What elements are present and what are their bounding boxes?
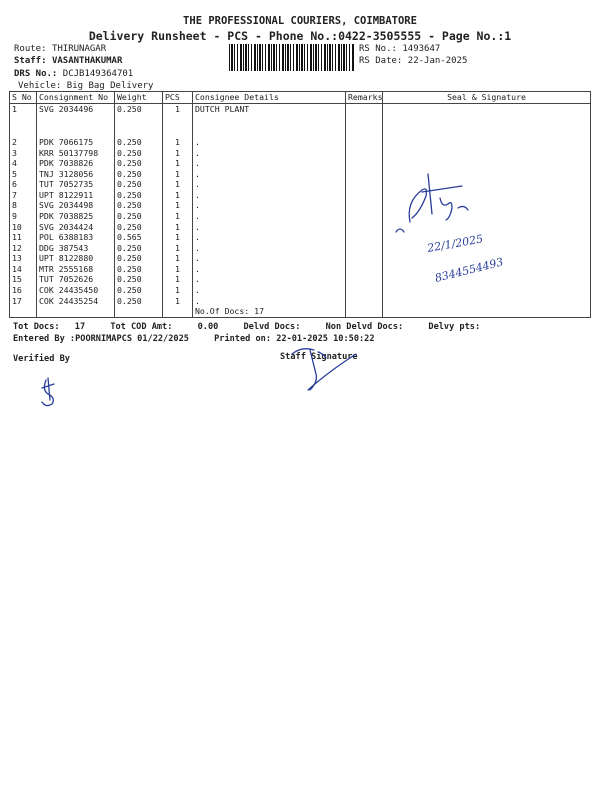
row-pcs: 1 (163, 222, 193, 233)
row-weight: 0.250 (115, 274, 163, 285)
row-sno: 1 (10, 104, 37, 115)
row-remarks (346, 253, 383, 264)
row-remarks (346, 179, 383, 190)
row-consignee: . (193, 243, 346, 254)
row-pcs: 1 (163, 211, 193, 222)
row-seal (383, 104, 591, 115)
row-consignment-no: PDK 7038825 (37, 211, 115, 222)
row-sno: 3 (10, 148, 37, 159)
rs-date-value: 22-Jan-2025 (407, 56, 468, 66)
row-sno: 15 (10, 274, 37, 285)
row-pcs: 1 (163, 169, 193, 180)
row-remarks (346, 285, 383, 296)
row-sno: 8 (10, 200, 37, 211)
row-consignee: . (193, 274, 346, 285)
row-weight: 0.250 (115, 200, 163, 211)
row-pcs: 1 (163, 264, 193, 275)
handwritten-phone: 8344554493 (433, 255, 505, 285)
row-sno: 9 (10, 211, 37, 222)
row-remarks (346, 169, 383, 180)
row-weight: 0.250 (115, 243, 163, 254)
handwritten-date: 22/1/2025 (426, 232, 485, 255)
row-weight: 0.250 (115, 211, 163, 222)
row-consignee: . (193, 169, 346, 180)
header-sno: S No (10, 92, 37, 104)
row-weight: 0.250 (115, 179, 163, 190)
header-remarks: Remarks (346, 92, 383, 104)
vehicle-line: Vehicle: Big Bag Delivery (18, 81, 154, 91)
row-consignee: . (193, 190, 346, 201)
row-remarks (346, 243, 383, 254)
row-sno: 5 (10, 169, 37, 180)
row-sno: 4 (10, 158, 37, 169)
row-remarks (346, 264, 383, 275)
drs-line: DRS No.: DCJB149364701 (14, 69, 134, 79)
verified-by-label: Verified By (13, 354, 70, 364)
row-consignment-no: KRR 50137798 (37, 148, 115, 159)
row-weight: 0.250 (115, 104, 163, 115)
row-consignee: . (193, 222, 346, 233)
row-consignment-no: POL 6388183 (37, 232, 115, 243)
row-pcs: 1 (163, 104, 193, 115)
row-consignment-no: UPT 8122911 (37, 190, 115, 201)
row-consignment-no: COK 24435450 (37, 285, 115, 296)
row-weight: 0.250 (115, 222, 163, 233)
row-weight: 0.250 (115, 264, 163, 275)
table-row (10, 137, 591, 148)
table-header-row (10, 92, 591, 104)
drs-value: DCJB149364701 (62, 69, 134, 79)
row-weight: 0.250 (115, 296, 163, 307)
row-remarks (346, 137, 383, 148)
barcode-image (229, 44, 355, 71)
row-consignee: . (193, 296, 346, 307)
docs-count-row (10, 306, 591, 317)
row-remarks (346, 211, 383, 222)
row-consignment-no: UPT 8122880 (37, 253, 115, 264)
company-title: THE PROFESSIONAL COURIERS, COIMBATORE (183, 15, 417, 27)
tot-cod-value: 0.00 (197, 322, 219, 332)
row-pcs: 1 (163, 285, 193, 296)
printed-on-value: 22-01-2025 10:50:22 (276, 334, 375, 344)
row-consignee: . (193, 200, 346, 211)
row-pcs: 1 (163, 253, 193, 264)
row-consignment-no: TUT 7052626 (37, 274, 115, 285)
row-spacer (10, 115, 591, 137)
row-seal (383, 158, 591, 169)
verified-signature (36, 376, 66, 408)
header-seal: Seal & Signature (383, 92, 591, 104)
row-consignee: DUTCH PLANT (193, 104, 346, 115)
staff-value: VASANTHAKUMAR (51, 56, 123, 66)
row-consignment-no: PDK 7038826 (37, 158, 115, 169)
route-value: THIRUNAGAR (51, 44, 107, 54)
row-pcs: 1 (163, 137, 193, 148)
row-sno: 11 (10, 232, 37, 243)
row-sno: 13 (10, 253, 37, 264)
header-consignment: Consignment No (37, 92, 115, 104)
entered-by-line: Entered By :POORNIMAPCS 01/22/2025 Printed on: 22-01-2025 10:50:22 (13, 334, 375, 344)
header-weight: Weight (115, 92, 163, 104)
runsheet-subtitle: Delivery Runsheet - PCS - Phone No.:0422-3505555 - Page No.:1 (88, 29, 512, 43)
row-pcs: 1 (163, 232, 193, 243)
row-sno: 17 (10, 296, 37, 307)
handwritten-seal-signature (388, 170, 538, 300)
row-seal (383, 148, 591, 159)
table-row (10, 148, 591, 159)
row-weight: 0.250 (115, 190, 163, 201)
row-weight: 0.250 (115, 137, 163, 148)
row-remarks (346, 296, 383, 307)
table-row (10, 158, 591, 169)
entered-by-value: POORNIMAPCS 01/22/2025 (75, 334, 189, 344)
row-remarks (346, 190, 383, 201)
row-remarks (346, 200, 383, 211)
row-remarks (346, 222, 383, 233)
row-consignment-no: COK 24435254 (37, 296, 115, 307)
row-weight: 0.565 (115, 232, 163, 243)
row-remarks (346, 104, 383, 115)
row-pcs: 1 (163, 274, 193, 285)
row-sno: 14 (10, 264, 37, 275)
row-consignee: . (193, 264, 346, 275)
row-pcs: 1 (163, 296, 193, 307)
row-consignee: . (193, 285, 346, 296)
rs-no-line: RS No.: 1493647 (359, 44, 441, 54)
row-remarks (346, 148, 383, 159)
tot-docs-value: 17 (74, 322, 86, 332)
row-pcs: 1 (163, 158, 193, 169)
row-consignment-no: PDK 7066175 (37, 137, 115, 148)
row-weight: 0.250 (115, 285, 163, 296)
row-sno: 16 (10, 285, 37, 296)
row-consignee: . (193, 232, 346, 243)
row-consignee: . (193, 179, 346, 190)
row-consignee: . (193, 253, 346, 264)
row-consignment-no: SVG 2034424 (37, 222, 115, 233)
vehicle-value: Big Bag Delivery (66, 81, 154, 91)
row-consignee: . (193, 211, 346, 222)
staff-signature-label: Staff Signature (280, 352, 358, 362)
row-consignment-no: TNJ 3128056 (37, 169, 115, 180)
no-of-docs: No.Of Docs: 17 (193, 306, 346, 317)
row-weight: 0.250 (115, 148, 163, 159)
row-remarks (346, 232, 383, 243)
row-pcs: 1 (163, 243, 193, 254)
header-consignee: Consignee Details (193, 92, 346, 104)
row-weight: 0.250 (115, 253, 163, 264)
row-consignment-no: SVG 2034496 (37, 104, 115, 115)
row-consignee: . (193, 158, 346, 169)
row-sno: 7 (10, 190, 37, 201)
row-consignee: . (193, 148, 346, 159)
row-consignment-no: TUT 7052735 (37, 179, 115, 190)
row-sno: 10 (10, 222, 37, 233)
row-consignment-no: MTR 2555168 (37, 264, 115, 275)
totals-line: Tot Docs: 17 Tot COD Amt: 0.00 Delvd Docs: Non Delvd Docs: Delvy pts: (13, 322, 481, 332)
row-weight: 0.250 (115, 169, 163, 180)
route-line: Route: THIRUNAGAR (14, 44, 107, 54)
row-pcs: 1 (163, 190, 193, 201)
row-pcs: 1 (163, 179, 193, 190)
row-consignment-no: SVG 2034498 (37, 200, 115, 211)
row-pcs: 1 (163, 148, 193, 159)
staff-line: Staff: VASANTHAKUMAR (14, 56, 123, 66)
row-remarks (346, 274, 383, 285)
table-row (10, 104, 591, 115)
row-consignee: . (193, 137, 346, 148)
row-pcs: 1 (163, 200, 193, 211)
row-seal (383, 137, 591, 148)
rs-no-value: 1493647 (402, 44, 441, 54)
row-remarks (346, 158, 383, 169)
header-pcs: PCS (163, 92, 193, 104)
staff-signature-mark (288, 344, 368, 396)
row-sno: 6 (10, 179, 37, 190)
row-sno: 12 (10, 243, 37, 254)
row-sno: 2 (10, 137, 37, 148)
row-consignment-no: DDG 387543 (37, 243, 115, 254)
rs-date-line: RS Date: 22-Jan-2025 (359, 56, 468, 66)
row-weight: 0.250 (115, 158, 163, 169)
